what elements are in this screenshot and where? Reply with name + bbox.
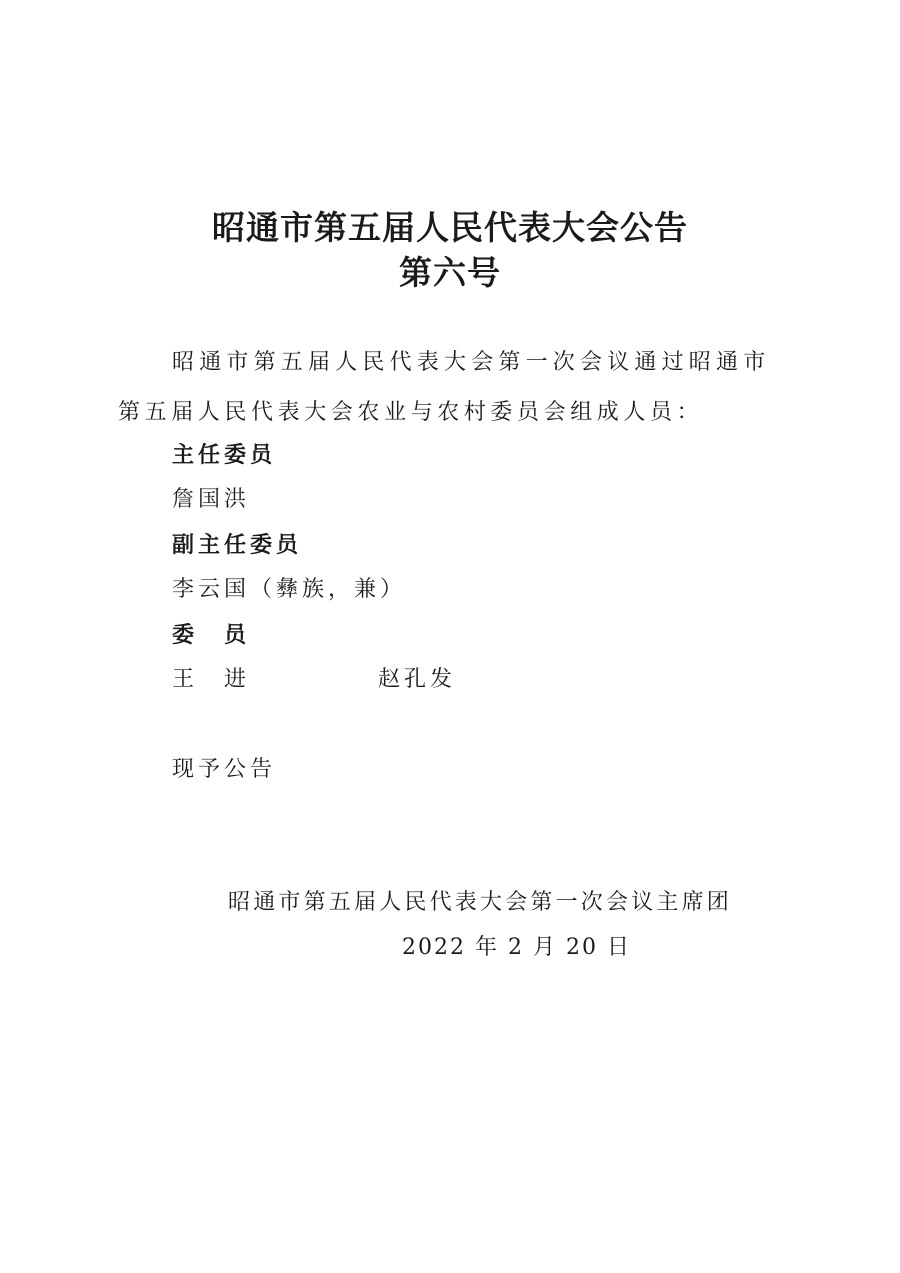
closing-text: 现予公告	[172, 757, 277, 782]
director-label: 主任委员	[172, 442, 277, 468]
intro-line-1: 昭通市第五届人民代表大会第一次会议通过昭通市	[172, 350, 771, 375]
director-name: 詹国洪	[172, 487, 251, 512]
document-title: 昭通市第五届人民代表大会公告	[212, 208, 688, 247]
issuer: 昭通市第五届人民代表大会第一次会议主席团	[228, 890, 733, 915]
members-label: 委 员	[172, 622, 251, 648]
deputy-director-label: 副主任委员	[172, 532, 303, 558]
deputy-director-name: 李云国（彝族，兼）	[172, 577, 407, 602]
member-name: 赵孔发	[378, 667, 457, 692]
intro-line-2: 第五届人民代表大会农业与农村委员会组成人员：	[118, 400, 704, 425]
announcement-number: 第六号	[399, 253, 501, 292]
issue-date: 2022 年 2 月 20 日	[402, 935, 631, 960]
member-name: 王 进	[172, 667, 251, 692]
